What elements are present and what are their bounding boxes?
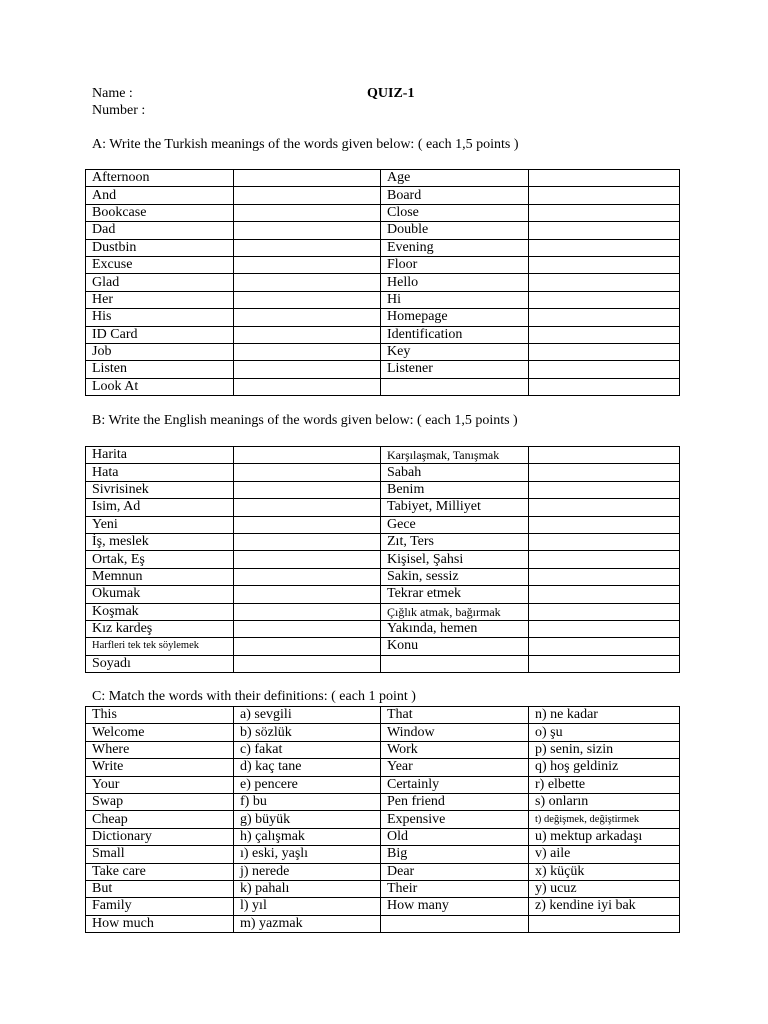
table-row: [86, 187, 680, 204]
word-cell: u) mektup arkadaşı: [529, 828, 680, 845]
table-row: [86, 516, 680, 533]
table-row: [86, 620, 680, 637]
word-cell: p) senin, sizin: [529, 741, 680, 758]
word-cell: [381, 655, 529, 672]
word-cell: Job: [86, 343, 234, 360]
answer-cell[interactable]: [234, 256, 381, 273]
answer-cell[interactable]: [234, 343, 381, 360]
answer-cell[interactable]: [529, 170, 680, 187]
word-cell: ID Card: [86, 326, 234, 343]
answer-cell[interactable]: [529, 187, 680, 204]
word-cell: Key: [381, 343, 529, 360]
word-cell: Welcome: [86, 724, 234, 741]
answer-cell[interactable]: [234, 620, 381, 637]
answer-cell[interactable]: [529, 620, 680, 637]
table-row: [86, 741, 680, 758]
word-cell: Homepage: [381, 309, 529, 326]
table-row: [86, 533, 680, 550]
table-row: [86, 759, 680, 776]
word-cell: Dustbin: [86, 239, 234, 256]
table-row: [86, 291, 680, 308]
word-cell: Dictionary: [86, 828, 234, 845]
answer-cell[interactable]: [234, 222, 381, 239]
word-cell: Look At: [86, 378, 234, 395]
word-cell: Dad: [86, 222, 234, 239]
word-cell: Okumak: [86, 586, 234, 603]
section-b-table: [85, 446, 680, 673]
section-b-instruction: B: Write the English meanings of the words given below: ( each 1,5 points ): [92, 413, 518, 428]
word-cell: How many: [381, 898, 529, 915]
word-cell: y) ucuz: [529, 880, 680, 897]
word-cell: k) pahalı: [234, 880, 381, 897]
answer-cell[interactable]: [529, 516, 680, 533]
table-row: [86, 898, 680, 915]
answer-cell[interactable]: [529, 638, 680, 655]
word-cell: q) hoş geldiniz: [529, 759, 680, 776]
answer-cell[interactable]: [234, 309, 381, 326]
word-cell: e) pencere: [234, 776, 381, 793]
answer-cell[interactable]: [234, 655, 381, 672]
answer-cell[interactable]: [529, 361, 680, 378]
word-cell: Harita: [86, 447, 234, 464]
word-cell: Swap: [86, 793, 234, 810]
word-cell: Old: [381, 828, 529, 845]
word-cell: Expensive: [381, 811, 529, 828]
word-cell: Ortak, Eş: [86, 551, 234, 568]
word-cell: Evening: [381, 239, 529, 256]
answer-cell[interactable]: [234, 378, 381, 395]
word-cell: Tekrar etmek: [381, 586, 529, 603]
table-row: [86, 326, 680, 343]
word-cell: Isim, Ad: [86, 499, 234, 516]
word-cell: Big: [381, 846, 529, 863]
word-cell: Small: [86, 846, 234, 863]
word-cell: d) kaç tane: [234, 759, 381, 776]
table-row: [86, 880, 680, 897]
answer-cell[interactable]: [234, 603, 381, 620]
word-cell: o) şu: [529, 724, 680, 741]
table-row: [86, 309, 680, 326]
table-row: [86, 793, 680, 810]
word-cell: Memnun: [86, 568, 234, 585]
word-cell: g) büyük: [234, 811, 381, 828]
word-cell: Bookcase: [86, 204, 234, 221]
word-cell: His: [86, 309, 234, 326]
word-cell: Pen friend: [381, 793, 529, 810]
word-cell: Listen: [86, 361, 234, 378]
word-cell: Dear: [381, 863, 529, 880]
answer-cell[interactable]: [529, 655, 680, 672]
word-cell: Double: [381, 222, 529, 239]
section-a-table: [85, 169, 680, 396]
word-cell: x) küçük: [529, 863, 680, 880]
word-cell: a) sevgili: [234, 707, 381, 724]
quiz-title: QUIZ-1: [367, 86, 415, 101]
word-cell: Yeni: [86, 516, 234, 533]
word-cell: Write: [86, 759, 234, 776]
word-cell: Certainly: [381, 776, 529, 793]
word-cell: Kişisel, Şahsi: [381, 551, 529, 568]
word-cell: Your: [86, 776, 234, 793]
word-cell: Yakında, hemen: [381, 620, 529, 637]
word-cell: n) ne kadar: [529, 707, 680, 724]
word-cell: Board: [381, 187, 529, 204]
table-row: [86, 638, 680, 655]
word-cell: Take care: [86, 863, 234, 880]
word-cell: [381, 378, 529, 395]
word-cell: How much: [86, 915, 234, 932]
table-row: [86, 274, 680, 291]
table-row: [86, 499, 680, 516]
word-cell: That: [381, 707, 529, 724]
word-cell: [381, 915, 529, 932]
word-cell: Age: [381, 170, 529, 187]
word-cell: Hello: [381, 274, 529, 291]
answer-cell[interactable]: [529, 256, 680, 273]
answer-cell[interactable]: [234, 499, 381, 516]
word-cell: Her: [86, 291, 234, 308]
table-row: [86, 724, 680, 741]
word-cell: Identification: [381, 326, 529, 343]
answer-cell[interactable]: [234, 568, 381, 585]
word-cell: b) sözlük: [234, 724, 381, 741]
table-row: [86, 586, 680, 603]
word-cell: Family: [86, 898, 234, 915]
word-cell: Floor: [381, 256, 529, 273]
word-cell: Year: [381, 759, 529, 776]
word-cell: Sivrisinek: [86, 481, 234, 498]
word-cell: c) fakat: [234, 741, 381, 758]
answer-cell[interactable]: [529, 343, 680, 360]
word-cell: Gece: [381, 516, 529, 533]
word-cell: Their: [381, 880, 529, 897]
word-cell: Çığlık atmak, bağırmak: [381, 603, 529, 620]
word-cell: Close: [381, 204, 529, 221]
word-cell: Window: [381, 724, 529, 741]
answer-cell[interactable]: [529, 447, 680, 464]
table-row: [86, 222, 680, 239]
table-row: [86, 239, 680, 256]
answer-cell[interactable]: [234, 447, 381, 464]
table-row: [86, 915, 680, 932]
table-row: [86, 447, 680, 464]
table-row: [86, 846, 680, 863]
answer-cell[interactable]: [234, 187, 381, 204]
answer-cell[interactable]: [234, 481, 381, 498]
table-row: [86, 256, 680, 273]
answer-cell[interactable]: [529, 222, 680, 239]
answer-cell[interactable]: [529, 568, 680, 585]
table-row: [86, 343, 680, 360]
answer-cell[interactable]: [234, 516, 381, 533]
answer-cell[interactable]: [234, 464, 381, 481]
answer-cell[interactable]: [529, 291, 680, 308]
answer-cell[interactable]: [234, 274, 381, 291]
word-cell: Benim: [381, 481, 529, 498]
word-cell: Harfleri tek tek söylemek: [86, 638, 234, 655]
word-cell: Zıt, Ters: [381, 533, 529, 550]
word-cell: Excuse: [86, 256, 234, 273]
table-row: [86, 776, 680, 793]
word-cell: Hi: [381, 291, 529, 308]
answer-cell[interactable]: [234, 361, 381, 378]
section-c-table: [85, 706, 680, 933]
word-cell: Cheap: [86, 811, 234, 828]
word-cell: This: [86, 707, 234, 724]
answer-cell[interactable]: [234, 204, 381, 221]
word-cell: l) yıl: [234, 898, 381, 915]
answer-cell[interactable]: [234, 326, 381, 343]
answer-cell[interactable]: [234, 291, 381, 308]
word-cell: Sakin, sessiz: [381, 568, 529, 585]
table-row: [86, 170, 680, 187]
answer-cell[interactable]: [234, 638, 381, 655]
table-row: [86, 464, 680, 481]
word-cell: Afternoon: [86, 170, 234, 187]
word-cell: İş, meslek: [86, 533, 234, 550]
table-row: [86, 568, 680, 585]
table-row: [86, 378, 680, 395]
word-cell: [529, 915, 680, 932]
answer-cell[interactable]: [529, 533, 680, 550]
word-cell: Sabah: [381, 464, 529, 481]
word-cell: r) elbette: [529, 776, 680, 793]
answer-cell[interactable]: [529, 603, 680, 620]
word-cell: t) değişmek, değiştirmek: [529, 811, 680, 828]
word-cell: But: [86, 880, 234, 897]
word-cell: Glad: [86, 274, 234, 291]
word-cell: Where: [86, 741, 234, 758]
table-row: [86, 481, 680, 498]
table-row: [86, 707, 680, 724]
table-row: [86, 603, 680, 620]
word-cell: f) bu: [234, 793, 381, 810]
word-cell: j) nerede: [234, 863, 381, 880]
word-cell: And: [86, 187, 234, 204]
word-cell: s) onların: [529, 793, 680, 810]
answer-cell[interactable]: [529, 309, 680, 326]
word-cell: h) çalışmak: [234, 828, 381, 845]
table-row: [86, 863, 680, 880]
word-cell: Kız kardeş: [86, 620, 234, 637]
answer-cell[interactable]: [529, 464, 680, 481]
answer-cell[interactable]: [529, 551, 680, 568]
answer-cell[interactable]: [234, 533, 381, 550]
answer-cell[interactable]: [234, 586, 381, 603]
answer-cell[interactable]: [529, 378, 680, 395]
word-cell: Koşmak: [86, 603, 234, 620]
answer-cell[interactable]: [529, 586, 680, 603]
answer-cell[interactable]: [529, 499, 680, 516]
word-cell: ı) eski, yaşlı: [234, 846, 381, 863]
word-cell: Konu: [381, 638, 529, 655]
word-cell: m) yazmak: [234, 915, 381, 932]
table-row: [86, 655, 680, 672]
word-cell: z) kendine iyi bak: [529, 898, 680, 915]
word-cell: Tabiyet, Milliyet: [381, 499, 529, 516]
answer-cell[interactable]: [234, 170, 381, 187]
word-cell: Hata: [86, 464, 234, 481]
answer-cell[interactable]: [529, 274, 680, 291]
table-row: [86, 551, 680, 568]
word-cell: v) aile: [529, 846, 680, 863]
name-label: Name :: [92, 86, 133, 101]
section-c-instruction: C: Match the words with their definitions: ( each 1 point ): [92, 689, 416, 704]
table-row: [86, 204, 680, 221]
word-cell: Listener: [381, 361, 529, 378]
table-row: [86, 828, 680, 845]
answer-cell[interactable]: [529, 326, 680, 343]
answer-cell[interactable]: [234, 551, 381, 568]
table-row: [86, 361, 680, 378]
answer-cell[interactable]: [529, 481, 680, 498]
number-label: Number :: [92, 103, 146, 118]
answer-cell[interactable]: [234, 239, 381, 256]
answer-cell[interactable]: [529, 204, 680, 221]
section-a-instruction: A: Write the Turkish meanings of the words given below: ( each 1,5 points ): [92, 137, 519, 152]
table-row: [86, 811, 680, 828]
word-cell: Karşılaşmak, Tanışmak: [381, 447, 529, 464]
word-cell: Work: [381, 741, 529, 758]
word-cell: Soyadı: [86, 655, 234, 672]
answer-cell[interactable]: [529, 239, 680, 256]
